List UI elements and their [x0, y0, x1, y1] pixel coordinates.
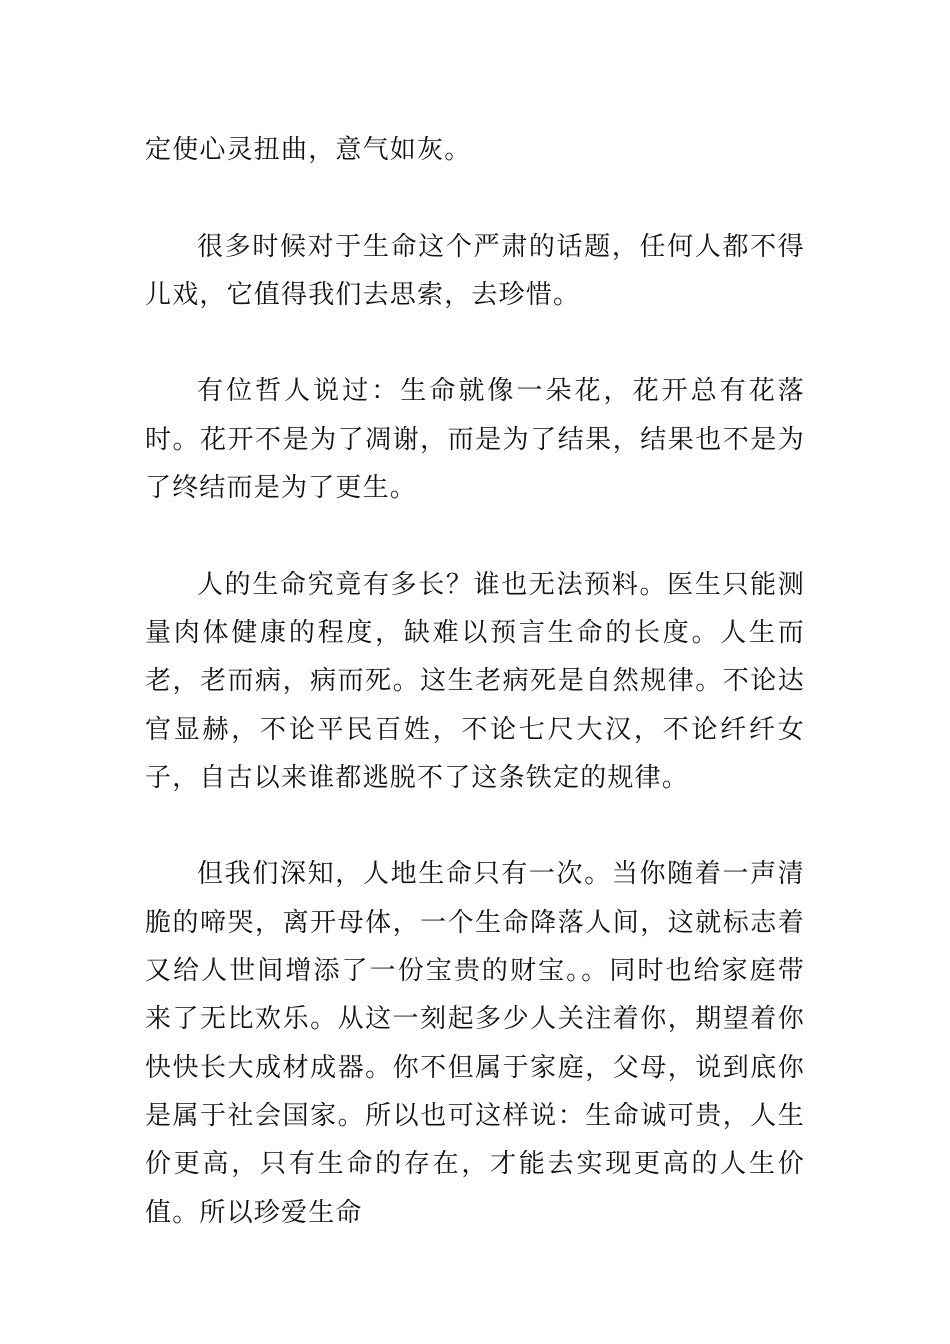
paragraph-2: 很多时候对于生命这个严肃的话题，任何人都不得儿戏，它值得我们去思索，去珍惜。	[145, 231, 805, 310]
paragraph-3: 有位哲人说过：生命就像一朵花，花开总有花落时。花开不是为了凋谢，而是为了结果，结果也不是为了终结而是为了更生。	[145, 376, 805, 504]
paragraph-5: 但我们深知，人地生命只有一次。当你随着一声清脆的啼哭，离开母体，一个生命降落人间，这就标志着又给人世间增添了一份宝贵的财宝。。同时也给家庭带来了无比欢乐。从这一刻起多少人关注着你，期望着你快快长大成材成器。你不但属于家庭，父母，说到底你是属于社会国家。所以也可这样说：生命诚可贵，人生价更高，只有生命的存在，才能去实现更高的人生价值。所以珍爱生命	[145, 859, 805, 1228]
paragraph-4: 人的生命究竟有多长？谁也无法预料。医生只能测量肉体健康的程度，缺难以预言生命的长度。人生而老，老而病，病而死。这生老病死是自然规律。不论达官显赫，不论平民百姓，不论七尺大汉，不论纤纤女子，自古以来谁都逃脱不了这条铁定的规律。	[145, 569, 805, 793]
paragraph-1: 定使心灵扭曲，意气如灰。	[145, 135, 472, 165]
document-page	[145, 126, 805, 1237]
